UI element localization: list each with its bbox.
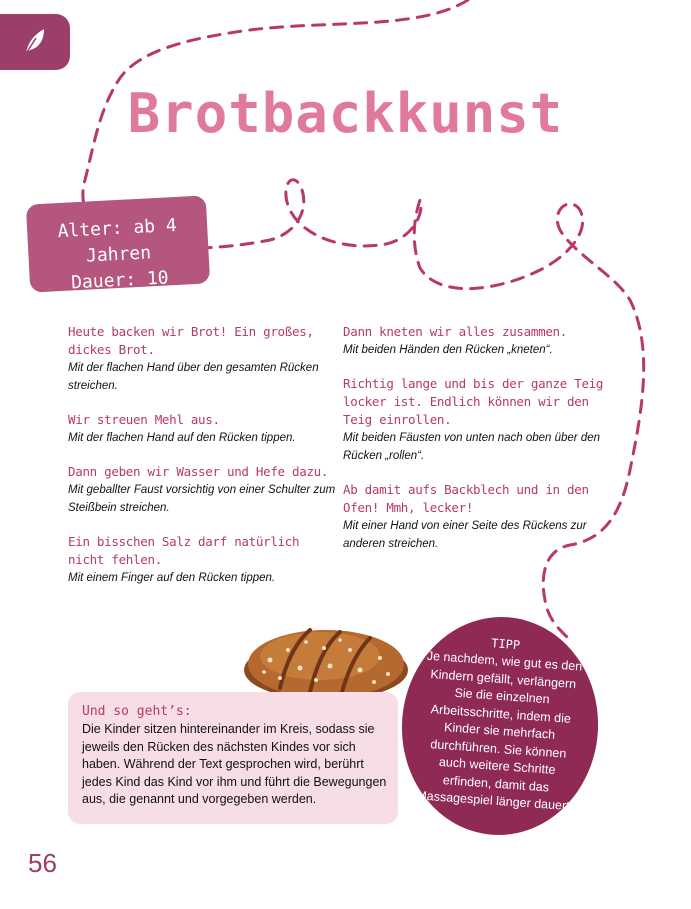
step-instruction: Mit einem Finger auf den Rücken tippen. — [68, 572, 276, 584]
leaf-icon — [22, 26, 48, 56]
step-instruction: Mit der flachen Hand über den gesamten Rücken streichen. — [68, 362, 319, 392]
step-instruction: Mit beiden Händen den Rücken „kneten“. — [343, 344, 553, 356]
step-heading: Heute backen wir Brot! Ein großes, dickes Brot. — [68, 324, 314, 357]
step-instruction: Mit einer Hand von einer Seite des Rückens zur anderen streichen. — [343, 520, 587, 550]
steps-right-column — [343, 323, 615, 569]
step-item — [68, 323, 338, 395]
step-instruction: Mit geballter Faust vorsichtig von einer Schulter zum Steißbein streichen. — [68, 484, 336, 514]
step-heading: Dann kneten wir alles zusammen. — [343, 324, 567, 339]
step-heading: Richtig lange und bis der ganze Teig locker ist. Endlich können wir den Teig einrollen. — [343, 376, 604, 427]
page-number: 56 — [28, 848, 57, 878]
step-heading: Ab damit aufs Backblech und in den Ofen! Mmh, lecker! — [343, 482, 589, 515]
step-item — [68, 463, 338, 517]
age-duration-badge — [26, 195, 210, 319]
steps-left-column — [68, 323, 338, 603]
step-heading: Dann geben wir Wasser und Hefe dazu. — [68, 464, 329, 479]
step-item — [343, 481, 615, 553]
step-item — [343, 323, 615, 359]
step-instruction: Mit der flachen Hand auf den Rücken tippen. — [68, 432, 296, 444]
instructions-title: Und so geht’s: — [82, 704, 192, 719]
tip-title: TIPP — [490, 636, 521, 653]
instructions-box — [68, 692, 398, 824]
step-item — [68, 411, 338, 447]
step-instruction: Mit beiden Fäusten von unten nach oben über den Rücken „rollen“. — [343, 432, 601, 462]
tip-text: Je nachdem, wie gut es den Kindern gefällt, verlängern Sie die einzelnen Arbeitsschritte, indem die Kinder sie mehrfach durchführen. Sie können auch weitere Schritte erfinden, damit das Massagespiel länger dauert. — [415, 648, 583, 814]
duration-label: Dauer: 10 Minuten — [70, 267, 170, 319]
tip-bubble — [395, 610, 606, 841]
corner-tab — [0, 14, 70, 70]
step-heading: Wir streuen Mehl aus. — [68, 412, 220, 427]
instructions-text: Die Kinder sitzen hintereinander im Kreis, sodass sie jeweils den Rücken des nächsten Kindes vor sich haben. Während der Text gesprochen wird, berührt jedes Kind das Kind vor ihm und führt die Bewegungen aus, die genannt und vorgegeben werden. — [82, 722, 387, 806]
page-title: Brotbackkunst — [127, 82, 564, 145]
step-heading: Ein bisschen Salz darf natürlich nicht fehlen. — [68, 534, 300, 567]
age-label: Alter: ab 4 Jahren — [57, 214, 178, 267]
step-item — [343, 375, 615, 465]
step-item — [68, 533, 338, 587]
